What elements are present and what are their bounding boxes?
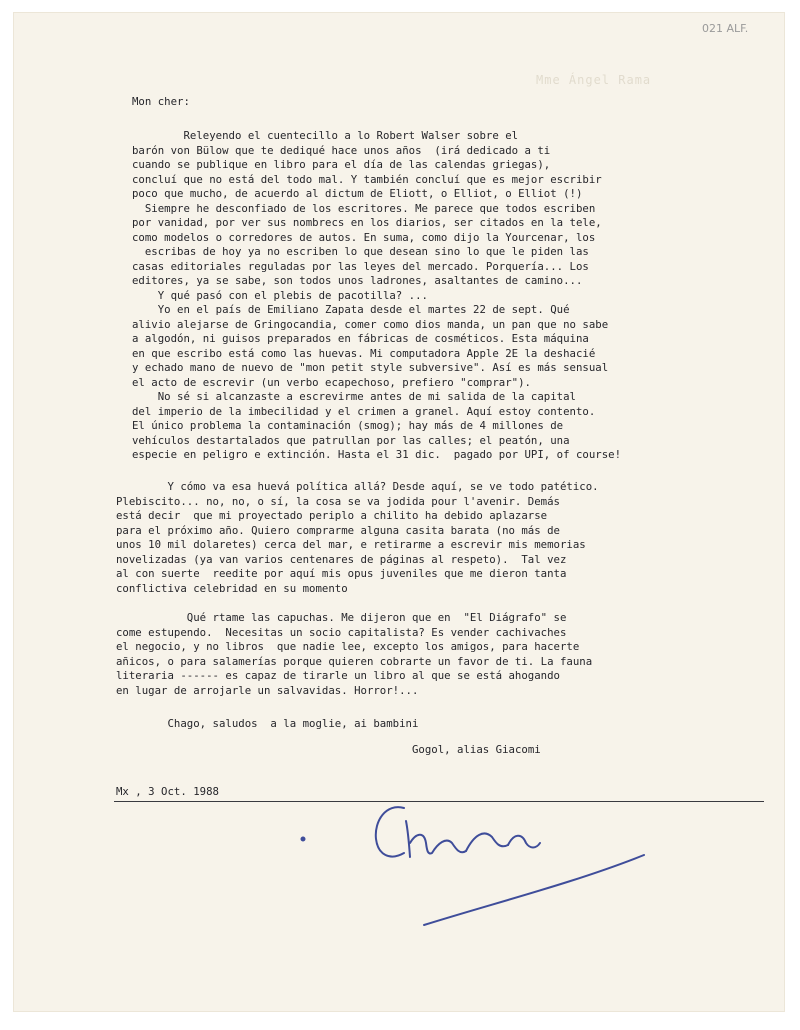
letter-line: Siempre he desconfiado de los escritores. Me parece que todos escriben [132, 201, 596, 215]
closing-line: Chago, saludos a la moglie, ai bambini [116, 717, 419, 730]
letter-line: concluí que no está del todo mal. Y también concluí que es mejor escribir [132, 172, 602, 186]
letter-line: para el próximo año. Quiero comprarme alguna casita barata (no más de [116, 523, 560, 537]
letter-line: conflictiva celebridad en su momento [116, 581, 348, 595]
letter-line: está decir que mi proyectado periplo a chilito ha debido aplazarse [116, 509, 548, 522]
letter-line: Plebiscito... no, no, o sí, la cosa se va jodida pour l'avenir. Demás [116, 494, 560, 508]
archive-code: 021 ALF. [702, 22, 749, 35]
letter-line: literaria ------ es capaz de tirarle un libro al que se está ahogando [116, 669, 560, 682]
letter-line: barón von Bülow que te dediqué hace unos años (irá dedicado a ti [132, 143, 551, 157]
letter-line: especie en peligro e extinción. Hasta el 31 dic. pagado por UPI, of course! [132, 448, 622, 461]
typed-signature: Gogol, alias Giacomi [412, 743, 541, 756]
letter-line: Releyendo el cuentecillo a lo Robert Walser sobre el [132, 129, 519, 142]
letter-line: Y cómo va esa huevá política allá? Desde aquí, se ve todo patético. [116, 480, 599, 493]
letter-line: el negocio, y no libros que nadie lee, excepto los amigos, para hacerte [116, 640, 580, 653]
faint-header-stamp: Mme Ángel Rama [536, 73, 652, 87]
letter-line: El único problema la contaminación (smog); hay más de 4 millones de [132, 419, 564, 432]
handwritten-signature [14, 13, 784, 1011]
letter-line: al con suerte reedite por aquí mis opus juveniles que me dieron tanta [116, 567, 567, 580]
letter-line: poco que mucho, de acuerdo al dictum de Eliott, o Elliot, o Elliot (!) [132, 187, 583, 200]
letter-page [14, 13, 784, 1011]
letter-line: Qué rtame las capuchas. Me dijeron que en "El Diágrafo" se [116, 611, 567, 624]
letter-line: añicos, o para salamerías porque quieren cobrarte un favor de ti. La fauna [116, 654, 593, 668]
letter-line: por vanidad, por ver sus nombrecs en los diarios, ser citados en la tele, [132, 216, 602, 229]
letter-line: casas editoriales reguladas por las leyes del mercado. Porquería... Los [132, 259, 589, 273]
greeting: Mon cher: [132, 95, 190, 108]
letter-line: come estupendo. Necesitas un socio capitalista? Es vender cachivaches [116, 625, 567, 639]
letter-line: editores, ya se sabe, son todos unos ladrones, asaltantes de camino... [132, 274, 583, 287]
letter-line: cuando se publique en libro para el día de las calendas griegas), [132, 158, 551, 171]
letter-line: en que escribo está como las huevas. Mi computadora Apple 2E la deshacié [132, 346, 596, 360]
letter-line: alivio alejarse de Gringocandia, comer como dios manda, un pan que no sabe [132, 317, 609, 331]
letter-line: y echado mano de nuevo de "mon petit style subversive". Así es más sensual [132, 361, 609, 374]
letter-line: escribas de hoy ya no escriben lo que desean sino lo que le piden las [132, 245, 589, 258]
letter-line: Y qué pasó con el plebis de pacotilla? ... [132, 288, 428, 302]
letter-line: como modelos o corredores de autos. En suma, como dijo la Yourcenar, los [132, 230, 596, 244]
letter-line: a algodón, ni guisos preparados en fábricas de cosméticos. Esta máquina [132, 332, 589, 345]
letter-line: vehículos destartalados que patrullan por las calles; el peatón, una [132, 433, 570, 447]
place-date: Mx , 3 Oct. 1988 [116, 785, 219, 798]
letter-line: del imperio de la imbecilidad y el crimen a granel. Aquí estoy contento. [132, 404, 596, 418]
letter-line: novelizadas (ya van varios centenares de páginas al respeto). Tal vez [116, 552, 567, 566]
letter-line: No sé si alcanzaste a escrevirme antes de mi salida de la capital [132, 390, 576, 403]
letter-line: unos 10 mil dolaretes) cerca del mar, e retirarme a escrevir mis memorias [116, 538, 586, 551]
letter-line: el acto de escrevir (un verbo ecapechoso, prefiero "comprar"). [132, 375, 531, 389]
letter-line: en lugar de arrojarle un salvavidas. Horror!... [116, 683, 419, 697]
letter-line: Yo en el país de Emiliano Zapata desde el martes 22 de sept. Qué [132, 303, 570, 316]
